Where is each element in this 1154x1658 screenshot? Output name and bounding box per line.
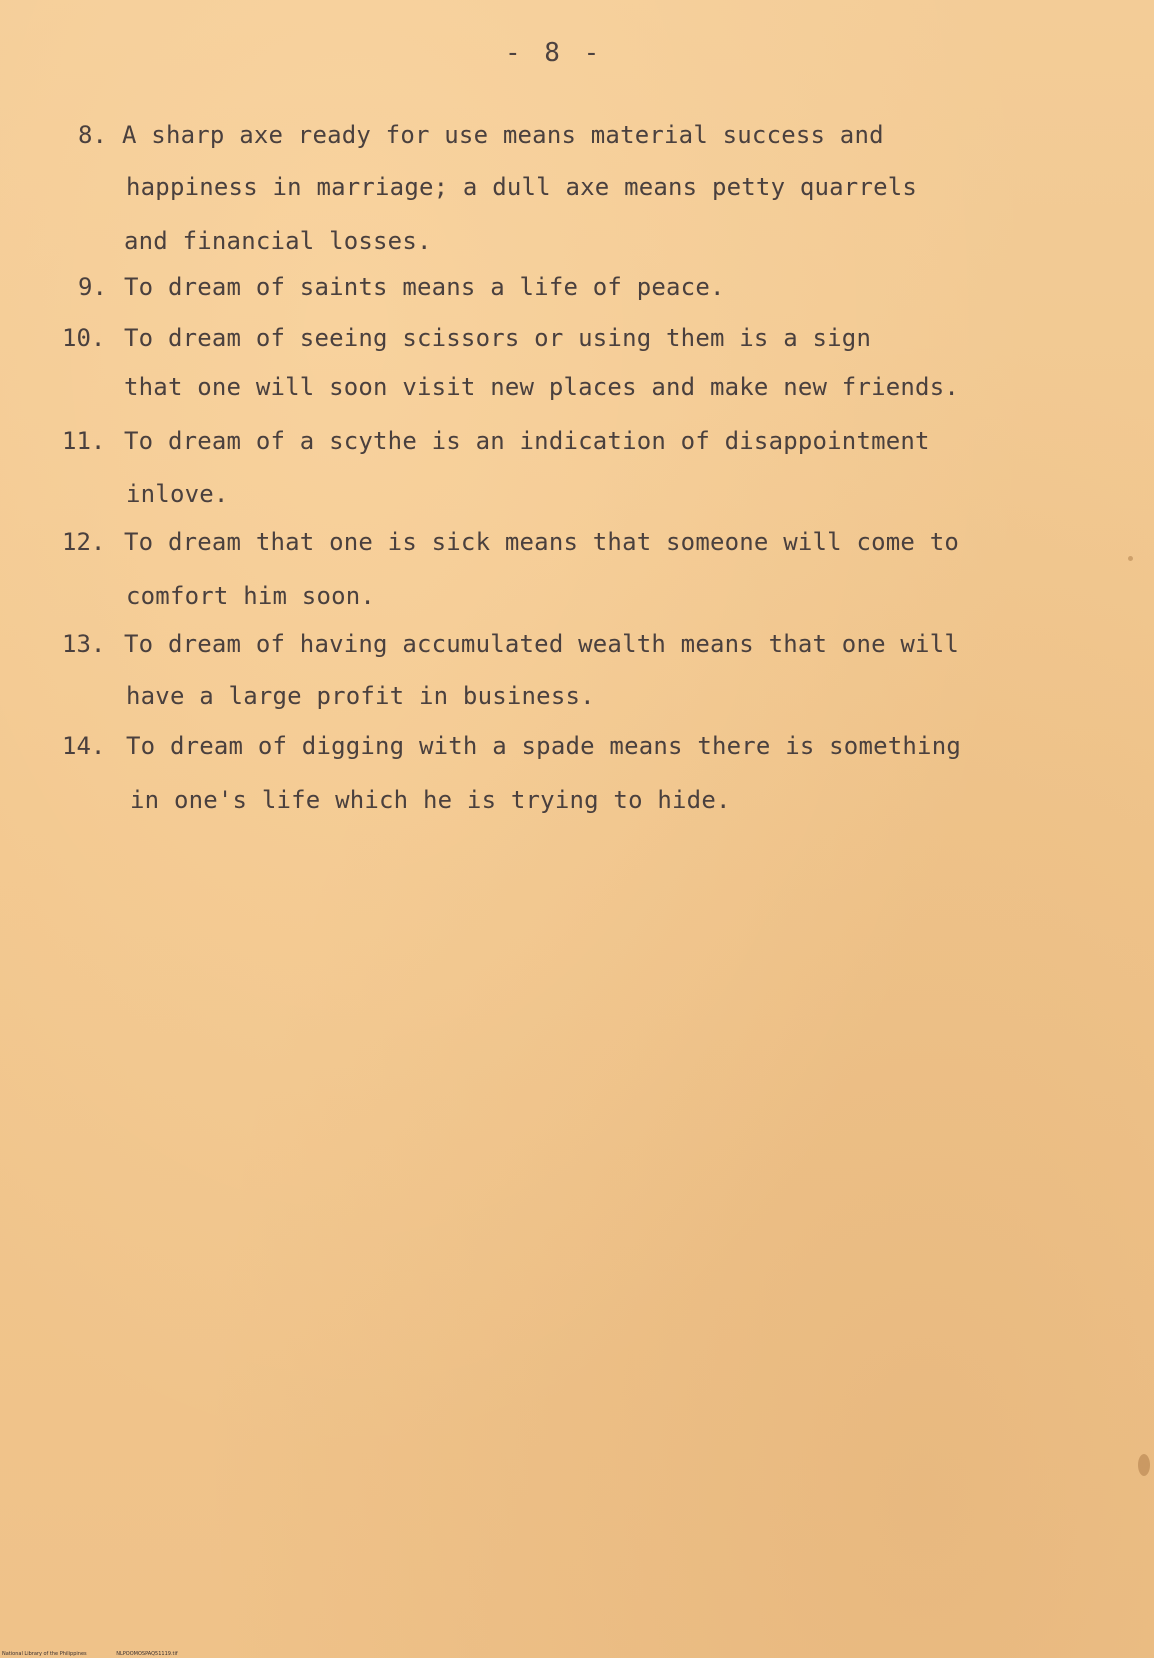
paper-stain xyxy=(1128,556,1133,561)
item-number: 8. xyxy=(78,121,107,149)
item-number: 14. xyxy=(62,732,106,760)
item-number: 9. xyxy=(78,273,107,301)
item-line: that one will soon visit new places and make new friends. xyxy=(124,373,960,401)
item-line: To dream that one is sick means that someone will come to xyxy=(124,528,960,556)
item-line: To dream of saints means a life of peace. xyxy=(124,273,725,301)
item-line: have a large profit in business. xyxy=(126,682,595,710)
item-line: happiness in marriage; a dull axe means petty quarrels xyxy=(126,173,918,201)
item-line: inlove. xyxy=(126,480,229,508)
item-line: A sharp axe ready for use means material success and xyxy=(122,121,884,149)
item-line: To dream of a scythe is an indication of disappointment xyxy=(124,427,930,455)
item-line: comfort him soon. xyxy=(126,582,376,610)
item-line: in one's life which he is trying to hide. xyxy=(130,786,731,814)
footer-institution: National Library of the Philippines xyxy=(2,1651,87,1657)
item-number: 12. xyxy=(62,528,106,556)
item-line: To dream of having accumulated wealth means that one will xyxy=(124,630,960,658)
item-line: To dream of seeing scissors or using them is a sign xyxy=(124,324,872,352)
footer-filename: NLPOOMOSPAQ51119.tif xyxy=(116,1651,178,1657)
item-number: 13. xyxy=(62,630,106,658)
item-number: 10. xyxy=(62,324,106,352)
item-line: and financial losses. xyxy=(124,227,432,255)
page-number: - 8 - xyxy=(505,38,604,68)
scan-footer xyxy=(2,1651,206,1657)
item-line: To dream of digging with a spade means there is something xyxy=(126,732,962,760)
item-number: 11. xyxy=(62,427,106,455)
paper-stain xyxy=(1138,1454,1150,1476)
